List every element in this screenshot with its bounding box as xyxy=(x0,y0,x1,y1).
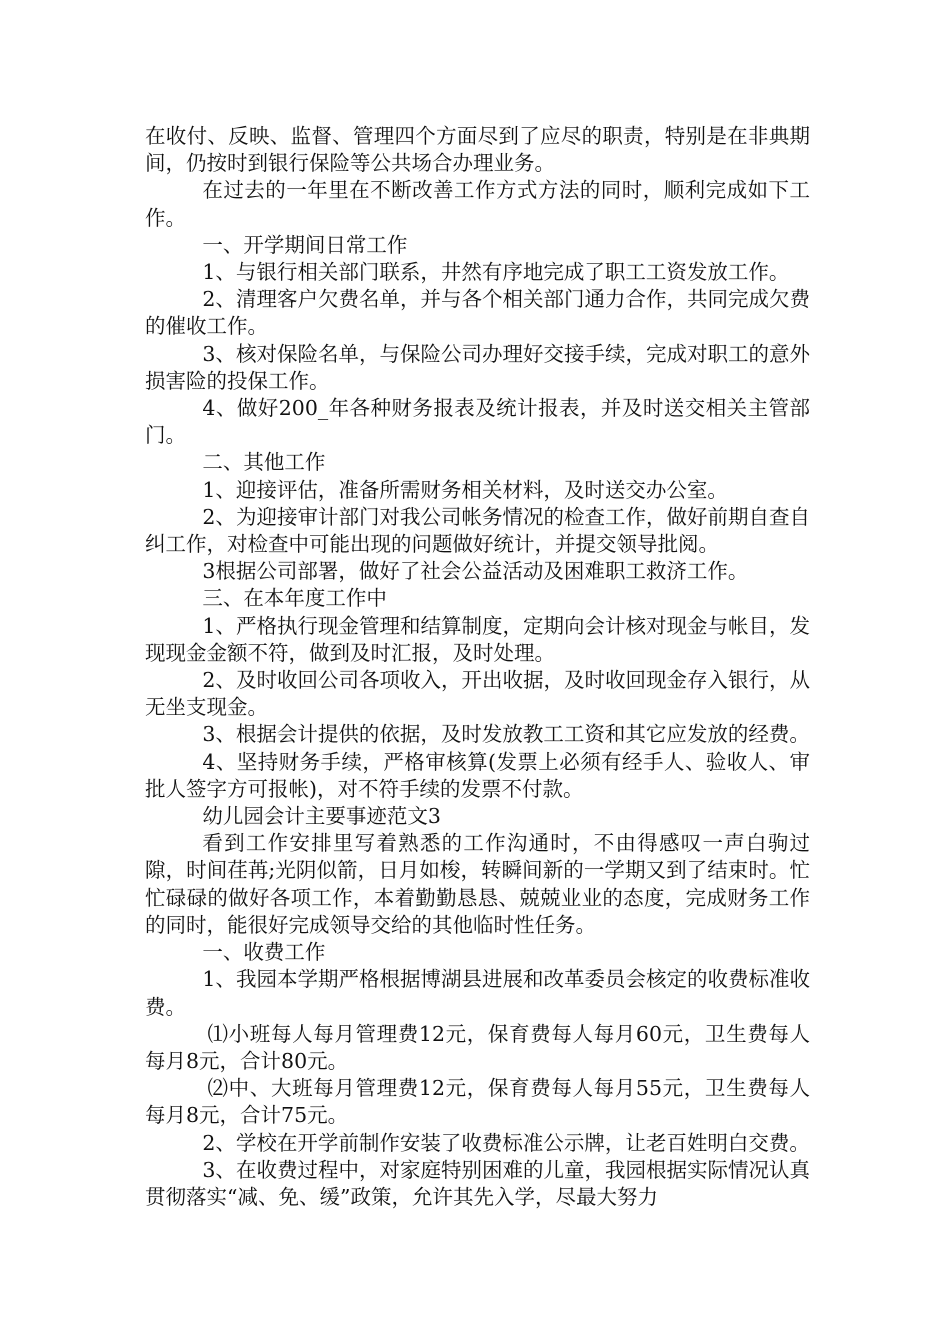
article-title: 幼儿园会计主要事迹范文3 xyxy=(202,804,441,829)
paragraph: 2、学校在开学前制作安装了收费标准公示牌，让老百姓明白交费。 xyxy=(202,1130,810,1155)
paragraph: ⑴小班每人每月管理费12元，保育费每人每月60元，卫生费每人每月8元，合计80元。 xyxy=(145,1021,810,1073)
paragraph: 2、为迎接审计部门对我公司帐务情况的检查工作，做好前期自查自纠工作，对检查中可能出现的问题做好统计，并提交领导批阅。 xyxy=(145,504,810,557)
section-heading: 三、在本年度工作中 xyxy=(202,586,387,611)
paragraph: 3、在收费过程中，对家庭特别困难的儿童，我园根据实际情况认真贯彻落实“减、免、缓”政策，允许其先入学，尽最大努力 xyxy=(145,1157,810,1209)
paragraph: 3根据公司部署，做好了社会公益活动及困难职工救济工作。 xyxy=(202,559,749,584)
paragraph: 4、坚持财务手续，严格审核算(发票上必须有经手人、验收人、审批人签字方可报帐)，对不符手续的发票不付款。 xyxy=(145,749,810,801)
section-heading: 二、其他工作 xyxy=(202,450,326,475)
paragraph: 在过去的一年里在不断改善工作方式方法的同时，顺利完成如下工作。 xyxy=(145,178,810,230)
paragraph: 1、与银行相关部门联系，井然有序地完成了职工工资发放工作。 xyxy=(202,260,790,285)
paragraph: 3、根据会计提供的依据，及时发放教工工资和其它应发放的经费。 xyxy=(202,722,810,747)
paragraph: ⑵中、大班每月管理费12元，保育费每人每月55元，卫生费每人每月8元，合计75元。 xyxy=(145,1076,810,1128)
paragraph: 2、及时收回公司各项收入，开出收据，及时收回现金存入银行，从无坐支现金。 xyxy=(145,668,810,720)
paragraph: 4、做好200_年各种财务报表及统计报表，并及时送交相关主管部门。 xyxy=(145,396,810,448)
section-heading: 一、开学期间日常工作 xyxy=(202,232,408,257)
document-page xyxy=(145,123,810,1211)
paragraph: 看到工作安排里写着熟悉的工作沟通时，不由得感叹一声白驹过隙，时间荏苒;光阴似箭，日月如梭，转瞬间新的一学期又到了结束时。忙忙碌碌的做好各项工作，本着勤勤恳恳、兢兢业业的态度，完成财务工作的同时，能很好完成领导交给的其他临时性任务。 xyxy=(145,831,810,937)
paragraph: 2、清理客户欠费名单，并与各个相关部门通力合作，共同完成欠费的催收工作。 xyxy=(145,287,810,339)
paragraph: 1、迎接评估，准备所需财务相关材料，及时送交办公室。 xyxy=(202,477,728,502)
paragraph: 1、严格执行现金管理和结算制度，定期向会计核对现金与帐目，发现现金金额不符，做到及时汇报，及时处理。 xyxy=(145,613,810,665)
paragraph: 在收付、反映、监督、管理四个方面尽到了应尽的职责，特别是在非典期间，仍按时到银行保险等公共场合办理业务。 xyxy=(145,124,810,176)
paragraph: 1、我园本学期严格根据博湖县进展和改革委员会核定的收费标准收费。 xyxy=(145,967,810,1019)
section-heading: 一、收费工作 xyxy=(202,940,326,965)
paragraph: 3、核对保险名单，与保险公司办理好交接手续，完成对职工的意外损害险的投保工作。 xyxy=(145,341,810,393)
